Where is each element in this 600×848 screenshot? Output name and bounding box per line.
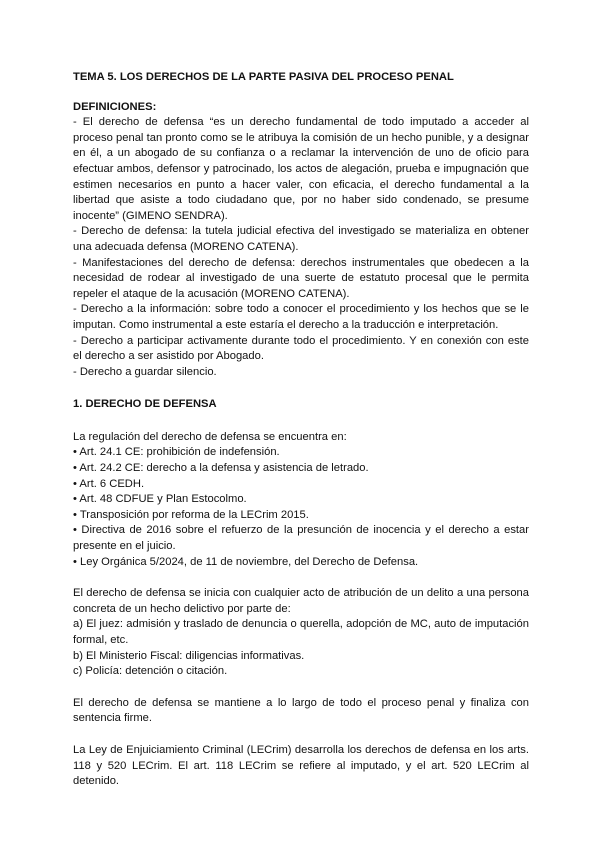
definition-item: - Derecho a participar activamente durante todo el procedimiento. Y en conexión con este el derecho a ser asistido por Abogado. — [73, 334, 529, 363]
lecrim-paragraph: La Ley de Enjuiciamiento Criminal (LECrim) desarrolla los derechos de defensa en los arts. 118 y 520 LECrim. El art. 118 LECrim se refiere al imputado, y el art. 520 LECrim al detenido. — [73, 743, 529, 788]
definition-item: - Derecho a la información: sobre todo a conocer el procedimiento y los hechos que se le imputan. Como instrumental a este estaría el derecho a la traducción e interpretación. — [73, 303, 529, 331]
actor-item: a) El juez: admisión y traslado de denuncia o querella, adopción de MC, auto de imputación formal, etc. — [73, 618, 529, 646]
document-page — [73, 70, 529, 790]
regulation-bullet: • Art. 24.2 CE: derecho a la defensa y asistencia de letrado. — [73, 462, 369, 475]
definition-item: - Derecho de defensa: la tutela judicial efectiva del investigado se materializa en obtener una adecuada defensa (MORENO CATENA). — [73, 225, 529, 253]
regulation-bullet: • Art. 48 CDFUE y Plan Estocolmo. — [73, 493, 247, 506]
mantiene-paragraph: El derecho de defensa se mantiene a lo largo de todo el proceso penal y finaliza con sentencia firme. — [73, 696, 529, 725]
inicio-paragraph: El derecho de defensa se inicia con cualquier acto de atribución de un delito a una persona concreta de un hecho delictivo por parte de: — [73, 587, 529, 615]
regulation-bullet: • Directiva de 2016 sobre el refuerzo de la presunción de inocencia y el derecho a estar presente en el juicio. — [73, 524, 529, 553]
regulation-bullet: • Art. 6 CEDH. — [73, 477, 145, 490]
regulation-bullet: • Transposición por reforma de la LECrim 2015. — [73, 508, 309, 521]
definition-item: - Manifestaciones del derecho de defensa: derechos instrumentales que obedecen a la necesidad de rodear al investigado de una suerte de estatuto procesal que le permita repeler el ataque de la acusación (MORENO CATENA). — [73, 256, 529, 300]
section1-intro: La regulación del derecho de defensa se encuentra en: — [73, 430, 347, 443]
definition-item: - El derecho de defensa “es un derecho fundamental de todo imputado a acceder al proceso penal tan pronto como se le atribuya la comisión de un hecho punible, y a designar en él, a un abogado de su confianza o a reclamar la intervención de uno de oficio para efectuar ambos, defensor y patrocinado, los actos de alegación, prueba e impugnación que estimen necesarios en punto a hacer valer, con eficacia, el derecho fundamental a la libertad que asiste a todo ciudadano que, por no haber sido condenado, se presume inocente” (GIMENO SENDRA). — [73, 116, 529, 222]
actor-item: b) El Ministerio Fiscal: diligencias informativas. — [73, 649, 305, 662]
section1-heading: 1. DERECHO DE DEFENSA — [73, 398, 217, 411]
definition-item: - Derecho a guardar silencio. — [73, 365, 217, 378]
actor-item: c) Policía: detención o citación. — [73, 665, 228, 678]
regulation-bullet: • Art. 24.1 CE: prohibición de indefensión. — [73, 446, 280, 459]
regulation-bullet: • Ley Orgánica 5/2024, de 11 de noviembre, del Derecho de Defensa. — [73, 555, 419, 568]
definiciones-heading: DEFINICIONES: — [73, 100, 157, 113]
document-title: TEMA 5. LOS DERECHOS DE LA PARTE PASIVA DEL PROCESO PENAL — [73, 71, 454, 83]
